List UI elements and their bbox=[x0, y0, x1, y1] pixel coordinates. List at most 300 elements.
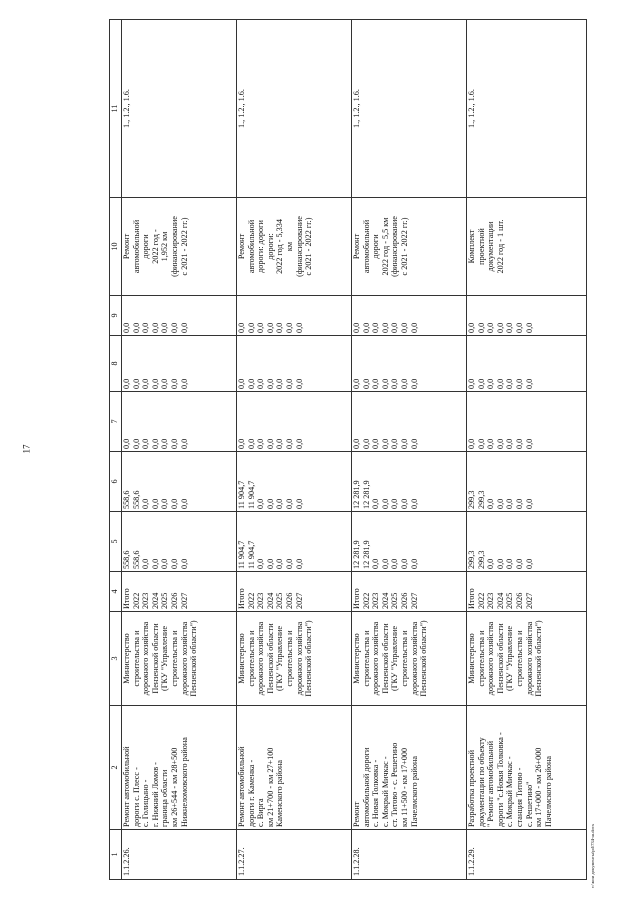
result-cell-line: с 2021 - 2022 гг.) bbox=[179, 217, 189, 276]
executor-cell-line: строительства и bbox=[131, 630, 141, 687]
value-col5-line: 0,0 bbox=[514, 558, 524, 569]
value-col6-line: 0,0 bbox=[486, 498, 496, 509]
value-col8-line: 0,0 bbox=[486, 378, 496, 389]
value-col5-line: 0,0 bbox=[294, 558, 304, 569]
value-col5-line: 299,3 bbox=[476, 550, 486, 569]
result-cell-line: документации bbox=[486, 221, 496, 272]
value-col6 bbox=[122, 452, 237, 512]
value-col6-line: 0,0 bbox=[169, 498, 179, 509]
executor-cell-line: дорожного хозяйства bbox=[486, 621, 496, 696]
value-col6-line: 11 904,7 bbox=[237, 480, 246, 509]
value-col5-line: 0,0 bbox=[169, 558, 179, 569]
indicator-ref: 1., 1.2., 1.6. bbox=[467, 20, 587, 198]
year-cell-line: 2025 bbox=[275, 592, 285, 609]
result-cell-line: (финансирование bbox=[294, 216, 304, 277]
value-col9-line: 0,0 bbox=[371, 322, 381, 333]
year-cell-line: 2024 bbox=[495, 592, 505, 609]
value-col6 bbox=[467, 452, 587, 512]
executor-cell-line: строительства и bbox=[399, 630, 409, 687]
result-cell-line: проектной bbox=[476, 228, 486, 265]
value-col6-line: 11 904,7 bbox=[246, 480, 256, 509]
value-col9-line: 0,0 bbox=[352, 322, 361, 333]
measure-name-line: км 26+544 - км 28+500 bbox=[169, 747, 179, 827]
value-col5-line: 0,0 bbox=[505, 558, 515, 569]
year-cell-line: 2027 bbox=[294, 592, 304, 609]
result-cell-line: Ремонт bbox=[122, 233, 131, 260]
row-number: 1.1.2.26. bbox=[122, 830, 237, 880]
year-cell-line: 2023 bbox=[371, 592, 381, 609]
value-col7 bbox=[467, 392, 587, 452]
result-cell-line: с 2021 - 2022 гг.) bbox=[399, 217, 409, 276]
executor-cell-line: (ГКУ "Управление bbox=[275, 626, 285, 692]
value-col5-line: 0,0 bbox=[256, 558, 266, 569]
executor-cell-line: дорожного хозяйства bbox=[256, 621, 266, 696]
rotated-table-wrapper bbox=[109, 20, 585, 880]
executor-cell bbox=[237, 612, 352, 706]
value-col8-line: 0,0 bbox=[275, 378, 285, 389]
value-col7-line: 0,0 bbox=[265, 438, 275, 449]
value-col9-line: 0,0 bbox=[256, 322, 266, 333]
year-cell-line: 2027 bbox=[409, 592, 419, 609]
value-col7-line: 0,0 bbox=[361, 438, 371, 449]
value-col9 bbox=[467, 296, 587, 336]
year-cell-line: 2022 bbox=[361, 592, 371, 609]
value-col5 bbox=[122, 512, 237, 572]
value-col7-line: 0,0 bbox=[179, 438, 189, 449]
result-cell-line: (финансирование bbox=[390, 216, 400, 277]
year-cell-line: 2024 bbox=[265, 592, 275, 609]
measure-name-line: км 11+500 - км 17+000 bbox=[399, 747, 409, 827]
executor-cell-line: строительства и bbox=[476, 630, 486, 687]
measure-name-line: с. Вирга bbox=[256, 798, 266, 827]
year-cell-line: Итого bbox=[352, 588, 361, 609]
col-header: 5 bbox=[110, 512, 122, 572]
value-col6-line: 0,0 bbox=[514, 498, 524, 509]
col-header: 9 bbox=[110, 296, 122, 336]
value-col5-line: 0,0 bbox=[399, 558, 409, 569]
value-col9-line: 0,0 bbox=[179, 322, 189, 333]
executor-cell-line: Пензенской области bbox=[495, 623, 505, 694]
executor-cell-line: (ГКУ "Управление bbox=[390, 626, 400, 692]
executor-cell bbox=[122, 612, 237, 706]
year-cell-line: 2022 bbox=[246, 592, 256, 609]
value-col5-line: 558,6 bbox=[122, 550, 131, 569]
result-cell-line: дороги: bbox=[265, 233, 275, 260]
measure-name-line: с. Голицыно - bbox=[141, 779, 151, 827]
value-col7-line: 0,0 bbox=[150, 438, 160, 449]
year-cell-line: 2027 bbox=[524, 592, 534, 609]
measure-name-line: Нижнеломовского района bbox=[179, 737, 189, 827]
result-cell-line: км bbox=[284, 241, 294, 252]
year-cell bbox=[467, 572, 587, 612]
measure-name bbox=[122, 706, 237, 830]
value-col6-line: 558,6 bbox=[131, 490, 141, 509]
executor-cell-line: Пензенской области bbox=[380, 623, 390, 694]
row-number: 1.1.2.29. bbox=[467, 830, 587, 880]
executor-cell-line: строительства и bbox=[514, 630, 524, 687]
value-col5 bbox=[467, 512, 587, 572]
table-row bbox=[237, 20, 352, 880]
executor-cell-line: дорожного хозяйства bbox=[179, 621, 189, 696]
executor-cell-line: дорожного хозяйства bbox=[141, 621, 151, 696]
year-cell-line: Итого bbox=[467, 588, 476, 609]
value-col8-line: 0,0 bbox=[294, 378, 304, 389]
value-col6-line: 0,0 bbox=[524, 498, 534, 509]
value-col5-line: 0,0 bbox=[141, 558, 151, 569]
value-col6-line: 0,0 bbox=[256, 498, 266, 509]
year-cell-line: 2026 bbox=[169, 592, 179, 609]
value-col8-line: 0,0 bbox=[256, 378, 266, 389]
value-col7-line: 0,0 bbox=[284, 438, 294, 449]
value-col8-line: 0,0 bbox=[505, 378, 515, 389]
value-col7-line: 0,0 bbox=[409, 438, 419, 449]
value-col5-line: 558,6 bbox=[131, 550, 141, 569]
value-col8-line: 0,0 bbox=[141, 378, 151, 389]
value-col9-line: 0,0 bbox=[380, 322, 390, 333]
value-col5-line: 0,0 bbox=[409, 558, 419, 569]
result-cell-line: Ремонт bbox=[352, 233, 361, 260]
year-cell-line: 2022 bbox=[131, 592, 141, 609]
value-col7-line: 0,0 bbox=[141, 438, 151, 449]
year-cell-line: 2026 bbox=[399, 592, 409, 609]
value-col8-line: 0,0 bbox=[237, 378, 246, 389]
measure-name-line: Каменского района bbox=[275, 760, 285, 827]
year-cell-line: 2025 bbox=[160, 592, 170, 609]
year-cell bbox=[122, 572, 237, 612]
executor-cell-line: дорожного хозяйства bbox=[294, 621, 304, 696]
result-cell bbox=[467, 198, 587, 296]
value-col9-line: 0,0 bbox=[409, 322, 419, 333]
executor-cell-line: (ГКУ "Управление bbox=[505, 626, 515, 692]
col-header: 7 bbox=[110, 392, 122, 452]
measure-name-line: г. Нижний Ломов - bbox=[150, 762, 160, 827]
value-col5-line: 11 904,7 bbox=[237, 540, 246, 569]
measure-name-line: Пачелмского района bbox=[543, 755, 553, 827]
col-header: 8 bbox=[110, 336, 122, 392]
executor-cell bbox=[352, 612, 467, 706]
value-col8-line: 0,0 bbox=[131, 378, 141, 389]
value-col6-line: 0,0 bbox=[141, 498, 151, 509]
result-cell bbox=[352, 198, 467, 296]
value-col7 bbox=[352, 392, 467, 452]
measure-name bbox=[237, 706, 352, 830]
value-col5-line: 0,0 bbox=[390, 558, 400, 569]
value-col7-line: 0,0 bbox=[380, 438, 390, 449]
value-col7-line: 0,0 bbox=[399, 438, 409, 449]
value-col9-line: 0,0 bbox=[467, 322, 476, 333]
measure-name-line: граница области bbox=[160, 769, 170, 827]
result-cell-line: дороги bbox=[371, 234, 381, 259]
value-col6-line: 0,0 bbox=[409, 498, 419, 509]
measure-name-line: Ремонт автомобильной bbox=[122, 746, 131, 827]
executor-cell-line: Пензенской области") bbox=[534, 620, 544, 697]
year-cell-line: 2024 bbox=[150, 592, 160, 609]
executor-cell-line: Пензенской области") bbox=[189, 620, 199, 697]
value-col9-line: 0,0 bbox=[505, 322, 515, 333]
value-col6-line: 558,6 bbox=[122, 490, 131, 509]
value-col5-line: 12 281,9 bbox=[361, 540, 371, 569]
value-col5 bbox=[352, 512, 467, 572]
value-col6-line: 0,0 bbox=[380, 498, 390, 509]
value-col7-line: 0,0 bbox=[122, 438, 131, 449]
value-col6-line: 0,0 bbox=[294, 498, 304, 509]
value-col9-line: 0,0 bbox=[265, 322, 275, 333]
value-col7-line: 0,0 bbox=[160, 438, 170, 449]
value-col7-line: 0,0 bbox=[495, 438, 505, 449]
value-col9-line: 0,0 bbox=[131, 322, 141, 333]
value-col5-line: 0,0 bbox=[265, 558, 275, 569]
year-cell-line: 2023 bbox=[256, 592, 266, 609]
value-col5-line: 11 904,7 bbox=[246, 540, 256, 569]
value-col7-line: 0,0 bbox=[514, 438, 524, 449]
value-col5-line: 0,0 bbox=[150, 558, 160, 569]
executor-cell-line: (ГКУ "Управление bbox=[160, 626, 170, 692]
value-col9-line: 0,0 bbox=[275, 322, 285, 333]
year-cell bbox=[237, 572, 352, 612]
value-col8 bbox=[122, 336, 237, 392]
executor-cell-line: Министерство bbox=[122, 633, 131, 684]
result-cell-line: (финансирование bbox=[169, 216, 179, 277]
value-col8-line: 0,0 bbox=[352, 378, 361, 389]
value-col7-line: 0,0 bbox=[390, 438, 400, 449]
value-col5-line: 0,0 bbox=[495, 558, 505, 569]
value-col7-line: 0,0 bbox=[256, 438, 266, 449]
value-col6-line: 0,0 bbox=[371, 498, 381, 509]
value-col7-line: 0,0 bbox=[294, 438, 304, 449]
measure-name-line: " Ремонт автомобильной bbox=[486, 741, 496, 827]
year-cell-line: 2023 bbox=[141, 592, 151, 609]
indicator-ref: 1., 1.2., 1.6. bbox=[122, 20, 237, 198]
value-col8-line: 0,0 bbox=[399, 378, 409, 389]
executor-cell-line: Министерство bbox=[237, 633, 246, 684]
value-col7-line: 0,0 bbox=[352, 438, 361, 449]
value-col9-line: 0,0 bbox=[486, 322, 496, 333]
value-col7-line: 0,0 bbox=[467, 438, 476, 449]
executor-cell-line: строительства и bbox=[169, 630, 179, 687]
executor-cell-line: Министерство bbox=[467, 633, 476, 684]
result-cell-line: дороги bbox=[141, 234, 151, 259]
measure-name-line: станция Титово - bbox=[514, 767, 524, 827]
value-col6-line: 12 281,9 bbox=[361, 480, 371, 509]
executor-cell-line: Пензенской области") bbox=[419, 620, 429, 697]
value-col8 bbox=[352, 336, 467, 392]
value-col9-line: 0,0 bbox=[495, 322, 505, 333]
measure-name-line: Пачелмского района bbox=[409, 755, 419, 827]
col-header: 1 bbox=[110, 830, 122, 880]
value-col5-line: 12 281,9 bbox=[352, 540, 361, 569]
value-col9-line: 0,0 bbox=[160, 322, 170, 333]
value-col9-line: 0,0 bbox=[361, 322, 371, 333]
value-col6-line: 299,3 bbox=[467, 490, 476, 509]
value-col6-line: 0,0 bbox=[505, 498, 515, 509]
result-cell-line: автомобильной bbox=[361, 219, 371, 274]
value-col9-line: 0,0 bbox=[141, 322, 151, 333]
measure-name-line: Ремонт автомобильной bbox=[237, 746, 246, 827]
value-col7-line: 0,0 bbox=[237, 438, 246, 449]
value-col8-line: 0,0 bbox=[179, 378, 189, 389]
measure-name-line: км 21+700 - км 27+100 bbox=[265, 747, 275, 827]
measure-name-line: с. Новая Толковка - bbox=[371, 759, 381, 827]
executor-cell-line: Министерство bbox=[352, 633, 361, 684]
value-col9-line: 0,0 bbox=[237, 322, 246, 333]
value-col5-line: 0,0 bbox=[160, 558, 170, 569]
value-col8-line: 0,0 bbox=[169, 378, 179, 389]
col-header: 11 bbox=[110, 20, 122, 198]
table-row bbox=[467, 20, 587, 880]
value-col8-line: 0,0 bbox=[390, 378, 400, 389]
value-col7-line: 0,0 bbox=[524, 438, 534, 449]
value-col5-line: 0,0 bbox=[284, 558, 294, 569]
value-col6-line: 0,0 bbox=[150, 498, 160, 509]
value-col8-line: 0,0 bbox=[150, 378, 160, 389]
measure-name-line: Ремонт bbox=[352, 801, 361, 827]
result-cell-line: дороги: дороги bbox=[256, 220, 266, 273]
value-col7-line: 0,0 bbox=[486, 438, 496, 449]
value-col8 bbox=[237, 336, 352, 392]
value-col7-line: 0,0 bbox=[476, 438, 486, 449]
result-cell-line: автомобильной bbox=[131, 219, 141, 274]
value-col6-line: 0,0 bbox=[179, 498, 189, 509]
year-cell-line: 2025 bbox=[390, 592, 400, 609]
value-col9 bbox=[122, 296, 237, 336]
executor-cell bbox=[467, 612, 587, 706]
table-body bbox=[122, 20, 587, 880]
table-row bbox=[352, 20, 467, 880]
value-col5-line: 0,0 bbox=[486, 558, 496, 569]
footer-file-path: c:\мои документы\рd\734-ш.docx bbox=[590, 823, 595, 888]
value-col8-line: 0,0 bbox=[476, 378, 486, 389]
result-cell-line: автомобильной bbox=[246, 219, 256, 274]
col-header: 3 bbox=[110, 612, 122, 706]
col-header: 2 bbox=[110, 706, 122, 830]
value-col8-line: 0,0 bbox=[361, 378, 371, 389]
year-cell-line: 2027 bbox=[179, 592, 189, 609]
result-cell-line: 2022 год - 5,5 км bbox=[380, 217, 390, 276]
value-col8-line: 0,0 bbox=[160, 378, 170, 389]
value-col8-line: 0,0 bbox=[265, 378, 275, 389]
measure-name bbox=[467, 706, 587, 830]
executor-cell-line: дорожного хозяйства bbox=[371, 621, 381, 696]
value-col8-line: 0,0 bbox=[284, 378, 294, 389]
value-col7-line: 0,0 bbox=[505, 438, 515, 449]
result-cell-line: 2022 год - 1 шт. bbox=[495, 219, 505, 274]
value-col6 bbox=[352, 452, 467, 512]
col-header: 4 bbox=[110, 572, 122, 612]
row-number: 1.1.2.28. bbox=[352, 830, 467, 880]
col-header: 6 bbox=[110, 452, 122, 512]
value-col8-line: 0,0 bbox=[380, 378, 390, 389]
measure-name-line: с. Мокрый Мичкас - bbox=[505, 756, 515, 827]
value-col7-line: 0,0 bbox=[371, 438, 381, 449]
value-col7-line: 0,0 bbox=[131, 438, 141, 449]
value-col9-line: 0,0 bbox=[150, 322, 160, 333]
result-cell-line: с 2021 - 2022 гг.) bbox=[304, 217, 314, 276]
program-table bbox=[109, 19, 587, 880]
value-col8 bbox=[467, 336, 587, 392]
value-col5 bbox=[237, 512, 352, 572]
value-col9-line: 0,0 bbox=[284, 322, 294, 333]
year-cell-line: 2023 bbox=[486, 592, 496, 609]
value-col8-line: 0,0 bbox=[409, 378, 419, 389]
value-col8-line: 0,0 bbox=[495, 378, 505, 389]
result-cell-line: Ремонт bbox=[237, 233, 246, 260]
executor-cell-line: дорожного хозяйства bbox=[409, 621, 419, 696]
header-row bbox=[110, 20, 122, 880]
measure-name-line: с. Мокрый Мичкас - bbox=[380, 756, 390, 827]
executor-cell-line: строительства и bbox=[361, 630, 371, 687]
year-cell-line: Итого bbox=[122, 588, 131, 609]
year-cell-line: 2022 bbox=[476, 592, 486, 609]
executor-cell-line: Пензенской области") bbox=[304, 620, 314, 697]
value-col5-line: 0,0 bbox=[275, 558, 285, 569]
value-col8-line: 0,0 bbox=[524, 378, 534, 389]
year-cell-line: 2025 bbox=[505, 592, 515, 609]
indicator-ref: 1., 1.2., 1.6. bbox=[352, 20, 467, 198]
value-col8-line: 0,0 bbox=[514, 378, 524, 389]
value-col5-line: 0,0 bbox=[179, 558, 189, 569]
value-col8-line: 0,0 bbox=[467, 378, 476, 389]
value-col6-line: 12 281,9 bbox=[352, 480, 361, 509]
executor-cell-line: строительства и bbox=[284, 630, 294, 687]
value-col6-line: 0,0 bbox=[160, 498, 170, 509]
page-number: 17 bbox=[21, 444, 32, 454]
executor-cell-line: Пензенской области bbox=[150, 623, 160, 694]
result-cell bbox=[122, 198, 237, 296]
measure-name-line: Разработка проектной bbox=[467, 749, 476, 827]
value-col6-line: 0,0 bbox=[284, 498, 294, 509]
value-col9-line: 0,0 bbox=[390, 322, 400, 333]
year-cell-line: 2024 bbox=[380, 592, 390, 609]
value-col5-line: 0,0 bbox=[371, 558, 381, 569]
measure-name-line: документации по объекту bbox=[476, 737, 486, 827]
value-col6-line: 0,0 bbox=[265, 498, 275, 509]
executor-cell-line: строительства и bbox=[246, 630, 256, 687]
value-col9-line: 0,0 bbox=[514, 322, 524, 333]
measure-name-line: дороги "с.Новая Толковка - bbox=[495, 732, 505, 827]
value-col9-line: 0,0 bbox=[246, 322, 256, 333]
value-col9-line: 0,0 bbox=[399, 322, 409, 333]
measure-name bbox=[352, 706, 467, 830]
value-col9-line: 0,0 bbox=[294, 322, 304, 333]
year-cell-line: Итого bbox=[237, 588, 246, 609]
value-col6-line: 0,0 bbox=[390, 498, 400, 509]
result-cell-line: 1,952 км bbox=[160, 231, 170, 262]
measure-name-line: автомобильной дороги bbox=[361, 747, 371, 827]
measure-name-line: км 17+000 - км 26+000 bbox=[534, 747, 544, 827]
indicator-ref: 1., 1.2., 1.6. bbox=[237, 20, 352, 198]
value-col7-line: 0,0 bbox=[246, 438, 256, 449]
value-col9-line: 0,0 bbox=[524, 322, 534, 333]
value-col9-line: 0,0 bbox=[476, 322, 486, 333]
value-col6-line: 0,0 bbox=[495, 498, 505, 509]
result-cell-line: Комплект bbox=[467, 229, 476, 264]
measure-name-line: дороги г. Каменка - bbox=[246, 759, 256, 827]
value-col5-line: 299,3 bbox=[467, 550, 476, 569]
value-col7-line: 0,0 bbox=[169, 438, 179, 449]
year-cell-line: 2026 bbox=[514, 592, 524, 609]
measure-name-line: дороги с. Плесс - bbox=[131, 767, 141, 827]
row-number: 1.1.2.27. bbox=[237, 830, 352, 880]
result-cell bbox=[237, 198, 352, 296]
value-col9 bbox=[352, 296, 467, 336]
result-cell-line: 2022 год - 5,334 bbox=[275, 219, 285, 274]
value-col8-line: 0,0 bbox=[371, 378, 381, 389]
measure-name-line: ст. Титово - с. Решетино bbox=[390, 742, 400, 827]
value-col7 bbox=[237, 392, 352, 452]
value-col9-line: 0,0 bbox=[122, 322, 131, 333]
value-col6 bbox=[237, 452, 352, 512]
executor-cell-line: дорожного хозяйства bbox=[524, 621, 534, 696]
